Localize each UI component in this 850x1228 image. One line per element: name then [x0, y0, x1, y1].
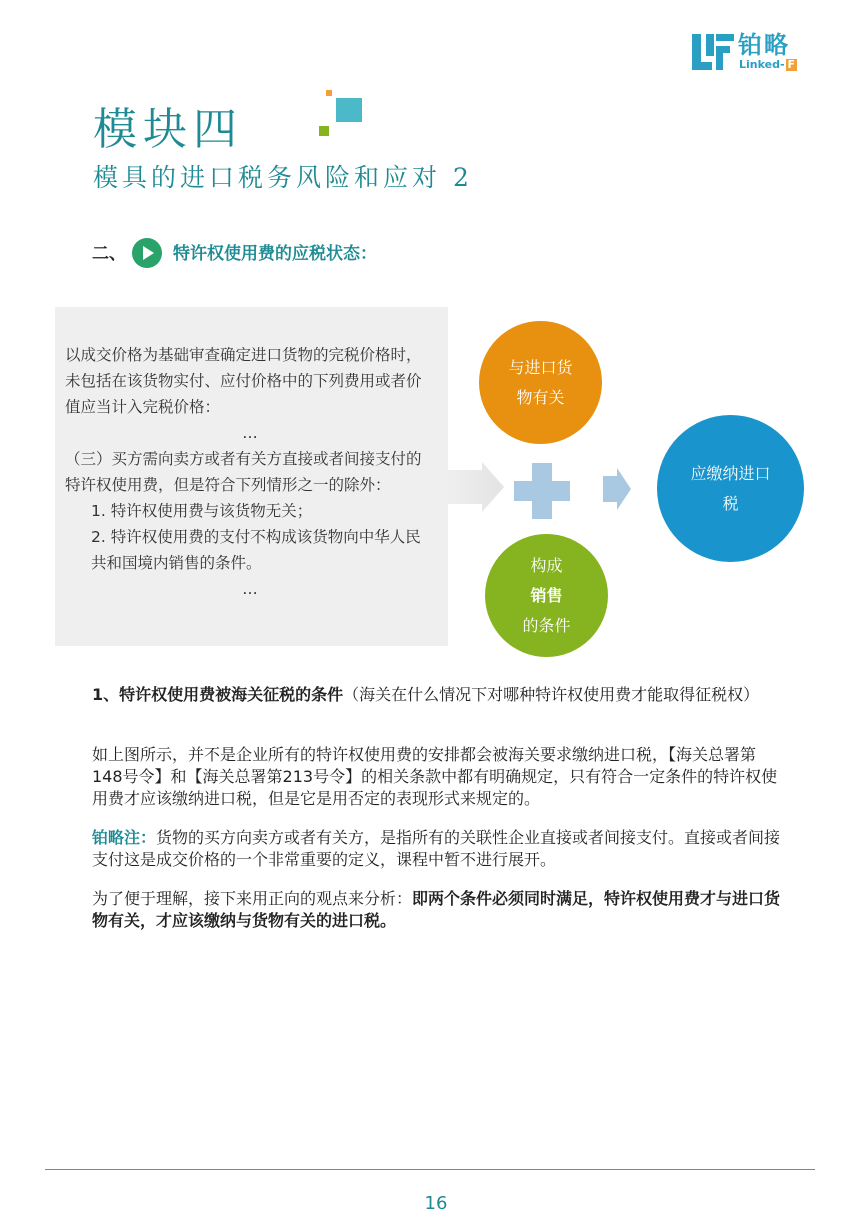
section-number: 二、: [92, 244, 126, 264]
regulation-item: 1. 特许权使用费与该货物无关；: [91, 502, 313, 520]
footer-divider: [45, 1169, 815, 1170]
logo-name-cn: 铂略: [738, 31, 790, 59]
circle-label: 与进口货: [508, 357, 573, 377]
logo-mark-icon: [692, 32, 734, 72]
paragraph-note: 铂略注：货物的买方向卖方或者有关方，是指所有的关联性企业直接或者间接支付。直接或者间接支付这是成交价格的一个非常重要的定义，课程中暂不进行展开。: [92, 828, 781, 869]
page-number: 16: [424, 1193, 448, 1214]
paragraph-conditions: 1、特许权使用费被海关征税的条件（海关在什么情况下对哪种特许权使用费才能取得征税权）: [92, 685, 760, 704]
section-title: 特许权使用费的应税状态：: [173, 244, 377, 264]
circle-label: 应缴纳进口: [690, 463, 771, 483]
regulation-line: （三）买方需向卖方或者有关方直接或者间接支付的特许权使用费，但是符合下列情形之一的除外：: [65, 450, 422, 494]
paragraph-heading: 1、特许权使用费被海关征税的条件: [92, 685, 344, 704]
circle-label: 的条件: [522, 615, 571, 635]
module-title: 模块四: [93, 104, 243, 155]
regulation-ellipsis: …: [242, 424, 258, 442]
flow-arrow-icon: [448, 462, 506, 512]
decorative-squares-icon: [316, 90, 366, 145]
regulation-ellipsis: …: [242, 580, 258, 598]
import-tax-circle: [657, 415, 804, 562]
arrow-right-icon: [603, 468, 631, 510]
circle-label: 税: [722, 493, 739, 513]
paragraph-summary: 为了便于理解，接下来用正向的观点来分析：即两个条件必须同时满足，特许权使用费才与进口货物有关，才应该缴纳与货物有关的进口税。: [92, 889, 781, 930]
sale-condition-circle: [485, 534, 608, 657]
company-logo: [692, 30, 812, 74]
regulation-line: 以成交价格为基础审查确定进口货物的完税价格时，未包括在该货物实付、应付价格中的下列费用或者价值应当计入完税价格：: [65, 346, 422, 416]
play-icon: [132, 238, 162, 268]
circle-label: 构成 销售: [530, 555, 563, 605]
related-to-goods-circle: [479, 321, 602, 444]
regulation-box: [55, 307, 448, 646]
paragraph-explanation: 如上图所示，并不是企业所有的特许权使用费的安排都会被海关要求缴纳进口税，【海关总署第148号令】和【海关总署第213号令】的相关条款中都有明确规定，只有符合一定条件的特许权使用费才应该缴纳进口税，但是它是用否定的表现形式来规定的。: [92, 745, 778, 808]
module-subtitle: 模具的进口税务风险和应对 2: [93, 163, 473, 192]
plus-icon: [514, 463, 570, 519]
regulation-item: 2. 特许权使用费的支付不构成该货物向中华人民共和国境内销售的条件。: [91, 528, 421, 572]
regulation-text: [65, 342, 435, 602]
logo-name-en: Linked- F: [739, 58, 796, 71]
circle-label: 物有关: [516, 387, 565, 407]
logo-f-badge: F: [787, 58, 796, 71]
note-label: 铂略注：: [92, 828, 157, 847]
